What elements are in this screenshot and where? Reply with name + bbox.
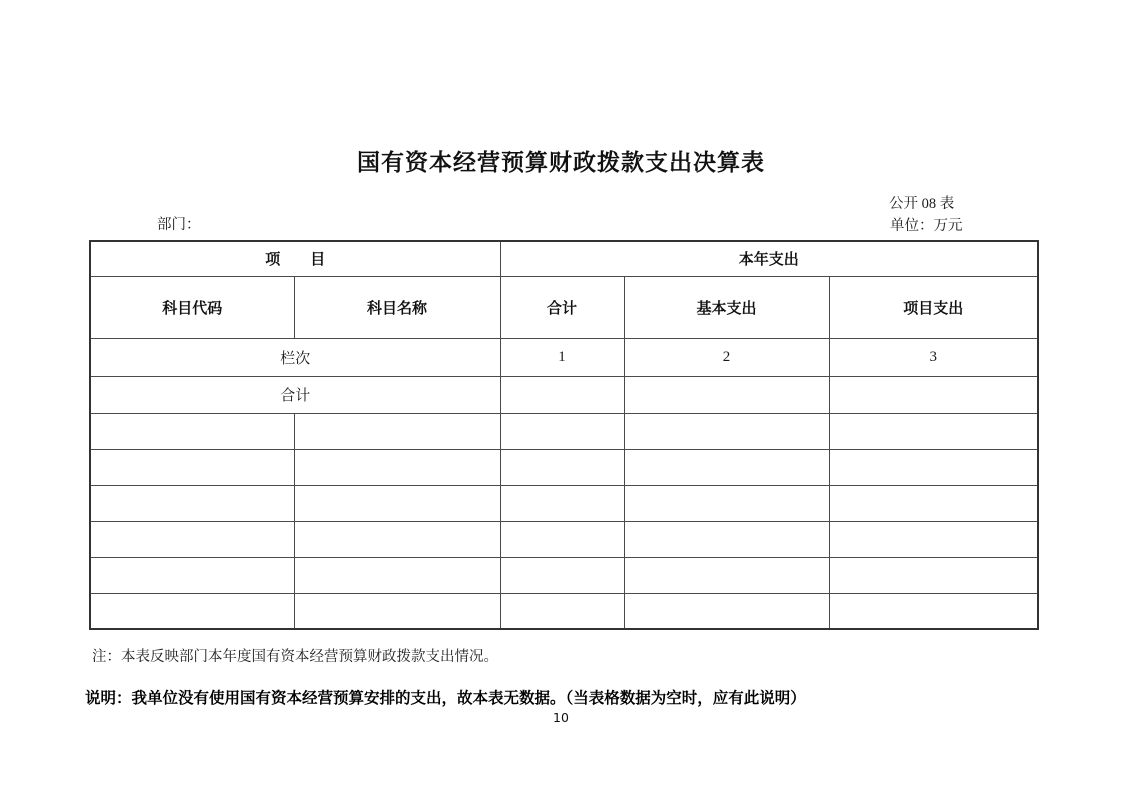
empty-cell — [294, 413, 500, 449]
total-value-basic — [624, 376, 829, 413]
table-row-column-headers — [90, 276, 1038, 338]
empty-data-row — [90, 521, 1038, 557]
empty-cell — [294, 593, 500, 629]
empty-cell — [294, 521, 500, 557]
header-current-year-expenditure-group: 本年支出 — [500, 241, 1038, 276]
empty-cell — [624, 593, 829, 629]
empty-cell — [829, 521, 1038, 557]
empty-cell — [294, 485, 500, 521]
empty-cell — [624, 557, 829, 593]
page-number: 10 — [553, 710, 569, 725]
total-value-project — [829, 376, 1038, 413]
empty-data-row — [90, 593, 1038, 629]
empty-data-rows — [90, 413, 1038, 629]
empty-cell — [829, 485, 1038, 521]
empty-cell — [90, 449, 294, 485]
unit-label: 单位：万元 — [890, 218, 963, 234]
empty-cell — [500, 557, 624, 593]
empty-cell — [500, 449, 624, 485]
empty-cell — [500, 485, 624, 521]
empty-cell — [90, 593, 294, 629]
empty-cell — [90, 557, 294, 593]
empty-cell — [90, 413, 294, 449]
column-index-1: 1 — [500, 338, 624, 376]
empty-data-row — [90, 485, 1038, 521]
total-row-label: 合计 — [90, 376, 500, 413]
header-project-group: 项 目 — [90, 241, 500, 276]
column-index-label: 栏次 — [90, 338, 500, 376]
table-row-total — [90, 376, 1038, 413]
empty-cell — [294, 449, 500, 485]
empty-cell — [829, 449, 1038, 485]
column-index-3: 3 — [829, 338, 1038, 376]
empty-cell — [90, 521, 294, 557]
col-header-subject-code: 科目代码 — [90, 276, 294, 338]
empty-cell — [829, 413, 1038, 449]
empty-cell — [624, 485, 829, 521]
form-code-label: 公开 08 表 — [889, 196, 955, 212]
empty-cell — [829, 557, 1038, 593]
table-row-group-headers — [90, 241, 1038, 276]
statement-text: 说明：我单位没有使用国有资本经营预算安排的支出，故本表无数据。（当表格数据为空时，应有此说明） — [85, 690, 806, 707]
total-value-total — [500, 376, 624, 413]
department-label: 部门： — [157, 217, 201, 233]
empty-cell — [624, 521, 829, 557]
page-title: 国有资本经营预算财政拨款支出决算表 — [357, 149, 765, 175]
col-header-total: 合计 — [500, 276, 624, 338]
empty-cell — [500, 413, 624, 449]
empty-cell — [624, 413, 829, 449]
col-header-project-expenditure: 项目支出 — [829, 276, 1038, 338]
empty-data-row — [90, 449, 1038, 485]
empty-cell — [294, 557, 500, 593]
col-header-subject-name: 科目名称 — [294, 276, 500, 338]
table-row-column-index — [90, 338, 1038, 376]
empty-cell — [829, 593, 1038, 629]
empty-cell — [624, 449, 829, 485]
budget-table — [89, 240, 1039, 630]
empty-data-row — [90, 413, 1038, 449]
empty-cell — [500, 521, 624, 557]
empty-cell — [90, 485, 294, 521]
column-index-2: 2 — [624, 338, 829, 376]
table-note: 注：本表反映部门本年度国有资本经营预算财政拨款支出情况。 — [92, 649, 498, 665]
col-header-basic-expenditure: 基本支出 — [624, 276, 829, 338]
empty-data-row — [90, 557, 1038, 593]
empty-cell — [500, 593, 624, 629]
